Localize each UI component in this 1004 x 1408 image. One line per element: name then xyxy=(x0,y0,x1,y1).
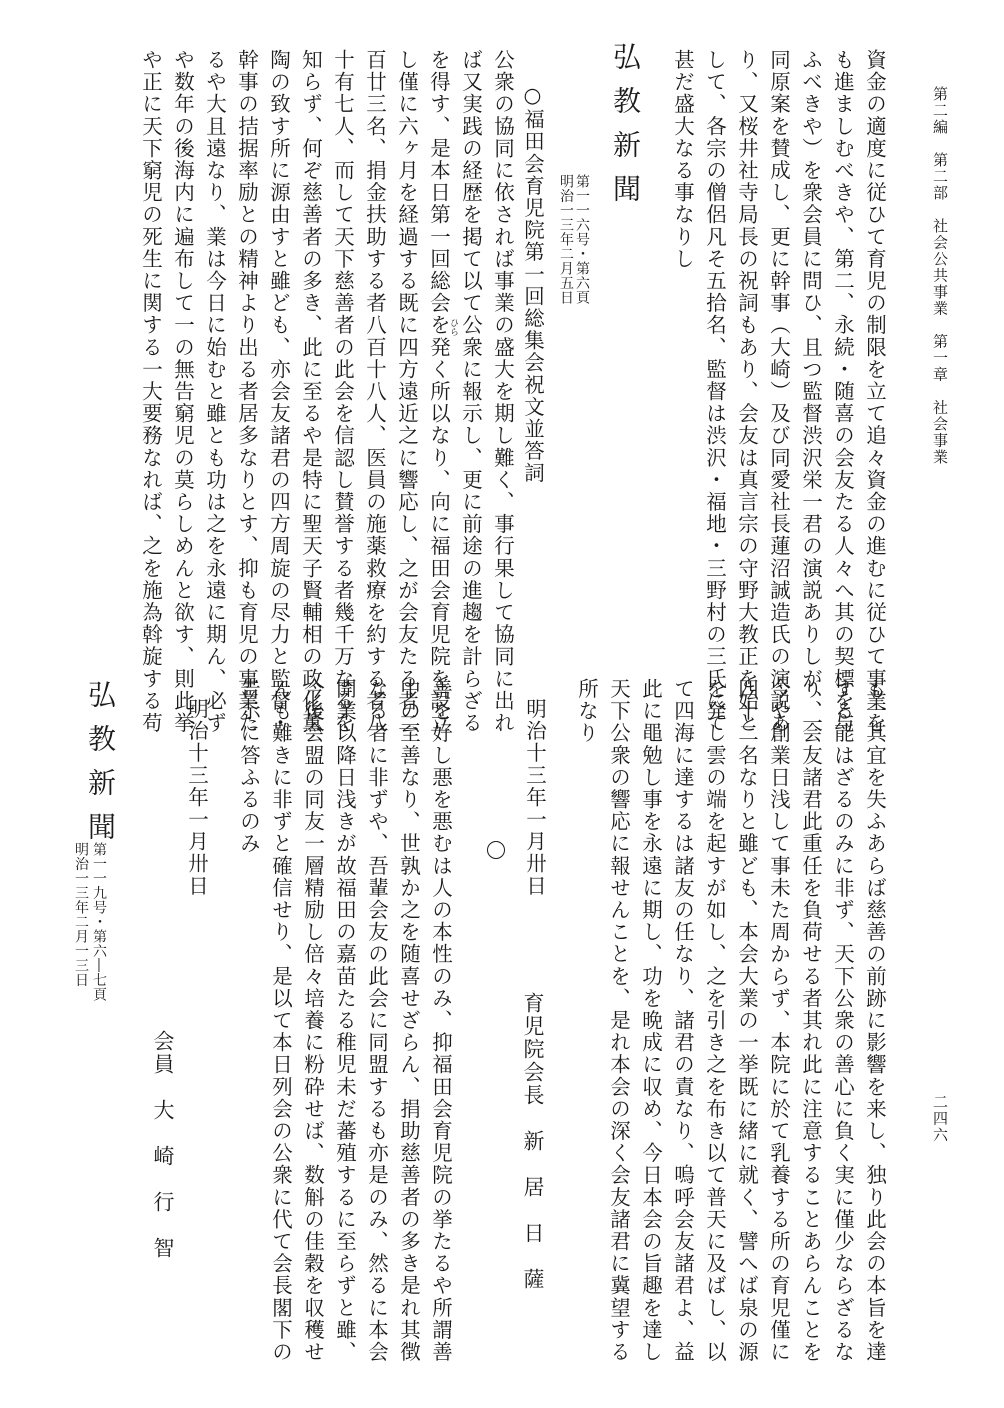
top-left-line-10: るや大且遠なり、業は今日に始むと雖とも功は之を永遠に期ん、必ず xyxy=(202,49,227,735)
bottom-left-line-7: 告示に答ふるのみ xyxy=(236,678,261,855)
top-left-line-3: を得す、是本日第一回総会を発く所以なり、向に福田会育児院を設立 xyxy=(426,49,451,735)
bottom-right-line-9: 天下公衆の響応に報せんことを、是れ本会の深く会友諸君に冀望する xyxy=(606,678,631,1364)
date-2: 明治十三年一月卅日 xyxy=(184,698,209,897)
bottom-right-line-8: 此に黽勉し事を永遠に期し、功を晩成に収め、今日本会の旨趣を達し xyxy=(638,678,663,1364)
article-title: ○福田会育児院第一回総集会祝文並答詞 xyxy=(520,83,545,485)
top-right-line-4: 同原案を賛成し、更に幹事（大崎）及び同愛社長蓮沼誠造氏の演説あ xyxy=(766,49,791,735)
bottom-right-line-1: も一其宜を失ふあらば慈善の前跡に影響を来し、独り此会の本旨を達 xyxy=(862,678,887,1364)
bottom-left-line-1: 善を好し悪を悪むは人の本性のみ、抑福田会育児院の挙たるや所謂善 xyxy=(428,678,453,1364)
top-left-line-4: し僅に六ヶ月を経過する既に四方遠近之に響応し、之が会友たる者二 xyxy=(394,49,419,735)
top-left-line-7: 知らず、何ぞ慈善者の多き、此に至るや是特に聖天子賢輔相の政化薫 xyxy=(298,49,323,735)
top-left-line-1: 公衆の協同に依されば事業の盛大を期し難く、事行果して協同に出れ xyxy=(490,49,515,735)
signer-1: 育児院会長 新 居 日 薩 xyxy=(521,992,545,1291)
top-left-line-8: 陶の致す所に源由すと雖ども、亦会友諸君の四方周旋の尽力と監督・ xyxy=(266,49,291,735)
date-1: 明治十三年一月卅日 xyxy=(522,698,547,897)
top-right-line-6: して、各宗の僧侶凡そ五拾名、監督は渋沢・福地・三野村の三氏にて xyxy=(702,49,727,735)
bottom-left-line-2: 中の至善なり、世孰か之を随喜せざらん、捐助慈善者の多き是れ其徴 xyxy=(396,678,421,1364)
top-left-line-12: や正に天下窮児の死生に関する一大要務なれば、之を施為斡旋する苟 xyxy=(138,49,163,735)
bottom-left-line-5: 今後会盟の同友一層精励し倍々培養に粉砕せば、数斛の佳穀を収穫せ xyxy=(300,678,325,1364)
top-left-line-6: 十有七人、而して天下慈善者の此会を信認し賛誉する者幾千万なるを xyxy=(330,49,355,735)
signer-2: 会員 大 崎 行 智 xyxy=(151,1030,175,1260)
bottom-right-line-6: を発し雲の端を起すが如し、之を引き之を布き以て普天に及ばし、以 xyxy=(702,678,727,1364)
source-ref-number: 第一一六号・第六頁 xyxy=(574,174,590,305)
bottom-right-line-10: 所なり xyxy=(574,678,599,745)
bottom-right-line-2: する能はざるのみに非ず、天下公衆の善心に負く実に僅少ならざるな xyxy=(830,678,855,1364)
bottom-source-ref-date: 明治一三年二月一三日 xyxy=(73,842,89,987)
bottom-left-line-6: んも難きに非ずと確信せり、是以て本日列会の公衆に代て会長閣下の xyxy=(268,678,293,1364)
section-circle-mark xyxy=(487,841,505,859)
top-left-line-5: 百廿三名、捐金扶助する者八百十八人、医員の施薬救療を約する者八 xyxy=(362,49,387,735)
top-right-line-3: ふべきや）を衆会員に問ひ、且つ監督渋沢栄一君の演説ありしが、一 xyxy=(798,49,823,735)
bottom-right-line-5: 四十二名なりと雖ども、本会大業の一挙既に緒に就く、譬へば泉の源 xyxy=(734,678,759,1364)
source-ref-date: 明治一三年二月五日 xyxy=(558,174,574,305)
page-number: 二四六 xyxy=(931,1094,949,1144)
bottom-right-line-3: り、会友諸君此重任を負荷せる者其れ此に注意することあらんことを xyxy=(798,678,823,1364)
top-right-line-2: も進ましむべきや、第二、永続・随喜の会友たる人々へ其の契標を与 xyxy=(830,49,855,735)
ruby-annotation: ひら xyxy=(448,318,458,336)
top-right-line-7: 甚だ盛大なる事なりし xyxy=(670,49,695,270)
top-right-line-5: り、又桜井社寺局長の祝詞もあり、会友は真言宗の守野大教正を始と xyxy=(734,49,759,735)
bottom-left-line-3: なる者に非ずや、吾輩会友の此会に同盟するも亦是のみ、然るに本会 xyxy=(364,678,389,1364)
bottom-right-line-4: 今や創業日浅して事未た周からず、本院に於て乳養する所の育児僅に xyxy=(766,678,791,1364)
running-title: 第二編 第二部 社会公共事業 第一章 社会事業 xyxy=(931,86,949,466)
bottom-source-title: 弘教新聞 xyxy=(84,680,117,856)
top-left-line-11: や数年の後海内に遍布して一の無告窮児の莫らしめんと欲す、則此挙 xyxy=(170,49,195,735)
bottom-source-ref-number: 第一一九号・第六―七頁 xyxy=(91,842,107,1002)
bottom-left-line-4: 開業以降日浅きが故福田の嘉苗たる稚児未だ蕃殖するに至らずと雖、 xyxy=(332,678,357,1364)
top-left-line-9: 幹事の拮据率励との精神より出る者居多なりとす、抑も育児の事業た xyxy=(234,49,259,735)
top-right-line-1: 資金の適度に従ひて育児の制限を立て追々資金の進むに従ひて事業を xyxy=(862,49,887,735)
top-left-line-2: ば又実践の経歴を掲て以て公衆に報示し、更に前途の進趨を計らざる xyxy=(458,49,483,735)
bottom-right-line-7: て四海に達するは諸友の任なり、諸君の責なり、嗚呼会友諸君よ、益 xyxy=(670,678,695,1364)
source-title: 弘教新聞 xyxy=(609,42,642,218)
